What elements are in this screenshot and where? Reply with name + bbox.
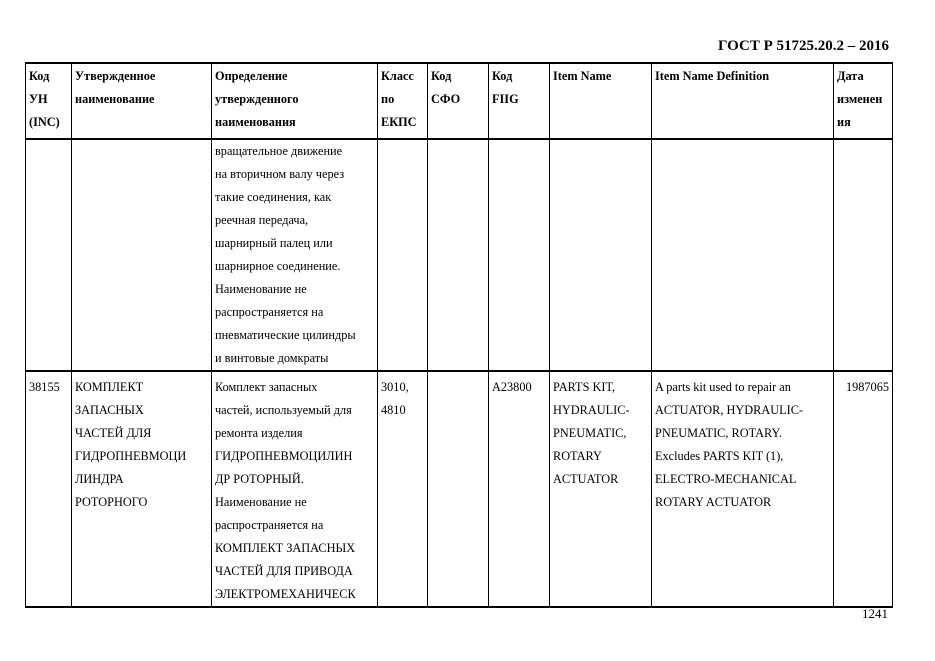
cell-text-line: КОМПЛЕКТ xyxy=(75,380,144,394)
cell-change-date xyxy=(834,139,893,371)
header-item-name xyxy=(550,63,652,139)
cell-text-line: ЛИНДРА xyxy=(75,472,124,486)
cell-text-line: PARTS KIT, xyxy=(553,380,616,394)
header-sfo-code xyxy=(428,63,489,139)
cell-text-line: УН xyxy=(29,92,48,106)
cell-text-line: ия xyxy=(837,115,851,129)
cell-text-line: ELECTRO-MECHANICAL xyxy=(655,472,797,486)
table-row xyxy=(26,371,893,607)
cell-text-line: на вторичном валу через xyxy=(215,167,345,181)
cell-text-line: ЭЛЕКТРОМЕХАНИЧЕСК xyxy=(215,587,356,601)
cell-text-line: FIIG xyxy=(492,92,519,106)
cell-text-line: реечная передача, xyxy=(215,213,309,227)
header-name-definition xyxy=(212,63,378,139)
cell-text-line: Утвержденное xyxy=(75,69,156,83)
cell-text-line: и винтовые домкраты xyxy=(215,351,329,365)
cell-approved-name xyxy=(72,371,212,607)
cell-item-name-definition xyxy=(652,371,834,607)
cell-text-line: Наименование не xyxy=(215,495,307,509)
header-inc-code xyxy=(26,63,72,139)
cell-text-line: (INC) xyxy=(29,115,60,129)
cell-text-line: по xyxy=(381,92,395,106)
cell-name-definition xyxy=(212,139,378,371)
cell-name-definition xyxy=(212,371,378,607)
cell-text-line: шарнирное соединение. xyxy=(215,259,341,273)
cell-item-name-definition xyxy=(652,139,834,371)
cell-fiig-code xyxy=(489,371,550,607)
cell-text-line: распространяется на xyxy=(215,305,324,319)
cell-sfo-code xyxy=(428,139,489,371)
cell-text-line: изменен xyxy=(837,92,883,106)
cell-text-line: утвержденного xyxy=(215,92,299,106)
cell-text-line: 3010, xyxy=(381,380,409,394)
cell-text-line: наименование xyxy=(75,92,155,106)
document-title: ГОСТ Р 51725.20.2 – 2016 xyxy=(717,38,889,54)
cell-text-line: КОМПЛЕКТ ЗАПАСНЫХ xyxy=(215,541,356,555)
cell-text-line: СФО xyxy=(431,92,461,106)
cell-text-line: Item Name xyxy=(553,69,612,83)
cell-text-line: 4810 xyxy=(381,403,406,417)
cell-text-line: A23800 xyxy=(492,380,532,394)
cell-text-line: ДР РОТОРНЫЙ. xyxy=(215,472,304,486)
cell-text-line: Комплект запасных xyxy=(215,380,318,394)
cell-text-line: 38155 xyxy=(29,380,60,394)
cell-sfo-code xyxy=(428,371,489,607)
cell-text-line: Наименование не xyxy=(215,282,307,296)
cell-text-line: Код xyxy=(29,69,50,83)
cell-text-line: шарнирный палец или xyxy=(215,236,333,250)
cell-text-line: Определение xyxy=(215,69,288,83)
cell-text-line: ACTUATOR, HYDRAULIC- xyxy=(655,403,804,417)
cell-text-line: ЕКПС xyxy=(381,115,417,129)
cell-text-line: Класс xyxy=(381,69,414,83)
cell-text-line: Дата xyxy=(837,69,864,83)
cell-text-line: ГИДРОПНЕВМОЦИЛИН xyxy=(215,449,353,463)
cell-text-line: HYDRAULIC- xyxy=(553,403,630,417)
cell-class-ekps xyxy=(378,371,428,607)
cell-text-line: ГИДРОПНЕВМОЦИ xyxy=(75,449,187,463)
header-approved-name xyxy=(72,63,212,139)
cell-text-line: ремонта изделия xyxy=(215,426,303,440)
nomenclature-table xyxy=(25,62,893,608)
cell-inc-code xyxy=(26,371,72,607)
cell-text-line: наименования xyxy=(215,115,296,129)
header-change-date xyxy=(834,63,893,139)
cell-text-line: ACTUATOR xyxy=(553,472,619,486)
cell-text-line: пневматические цилиндры xyxy=(215,328,356,342)
page-number: 1241 xyxy=(862,606,888,621)
cell-text-line: Item Name Definition xyxy=(655,69,770,83)
cell-text-line: ЧАСТЕЙ ДЛЯ ПРИВОДА xyxy=(215,564,353,578)
cell-text-line: 1987065 xyxy=(845,380,889,394)
cell-text-line: ROTARY xyxy=(553,449,602,463)
header-fiig-code xyxy=(489,63,550,139)
header-item-name-definition xyxy=(652,63,834,139)
cell-text-line: распространяется на xyxy=(215,518,324,532)
cell-text-line: частей, используемый для xyxy=(215,403,352,417)
cell-text-line: вращательное движение xyxy=(215,144,343,158)
cell-inc-code xyxy=(26,139,72,371)
cell-text-line: РОТОРНОГО xyxy=(75,495,148,509)
cell-text-line: Код xyxy=(492,69,513,83)
cell-fiig-code xyxy=(489,139,550,371)
cell-text-line: ЗАПАСНЫХ xyxy=(75,403,144,417)
table-header-row xyxy=(26,63,893,139)
cell-text-line: Excludes PARTS KIT (1), xyxy=(655,449,784,463)
cell-text-line: PNEUMATIC, ROTARY. xyxy=(655,426,782,440)
cell-text-line: ЧАСТЕЙ ДЛЯ xyxy=(75,426,152,440)
cell-text-line: PNEUMATIC, xyxy=(553,426,627,440)
cell-text-line: такие соединения, как xyxy=(215,190,332,204)
cell-text-line: Код xyxy=(431,69,452,83)
cell-text-line: ROTARY ACTUATOR xyxy=(655,495,772,509)
cell-item-name xyxy=(550,139,652,371)
cell-item-name xyxy=(550,371,652,607)
cell-class-ekps xyxy=(378,139,428,371)
cell-change-date xyxy=(834,371,893,607)
cell-approved-name xyxy=(72,139,212,371)
header-class-ekps xyxy=(378,63,428,139)
table-row xyxy=(26,139,893,371)
cell-text-line: A parts kit used to repair an xyxy=(655,380,791,394)
